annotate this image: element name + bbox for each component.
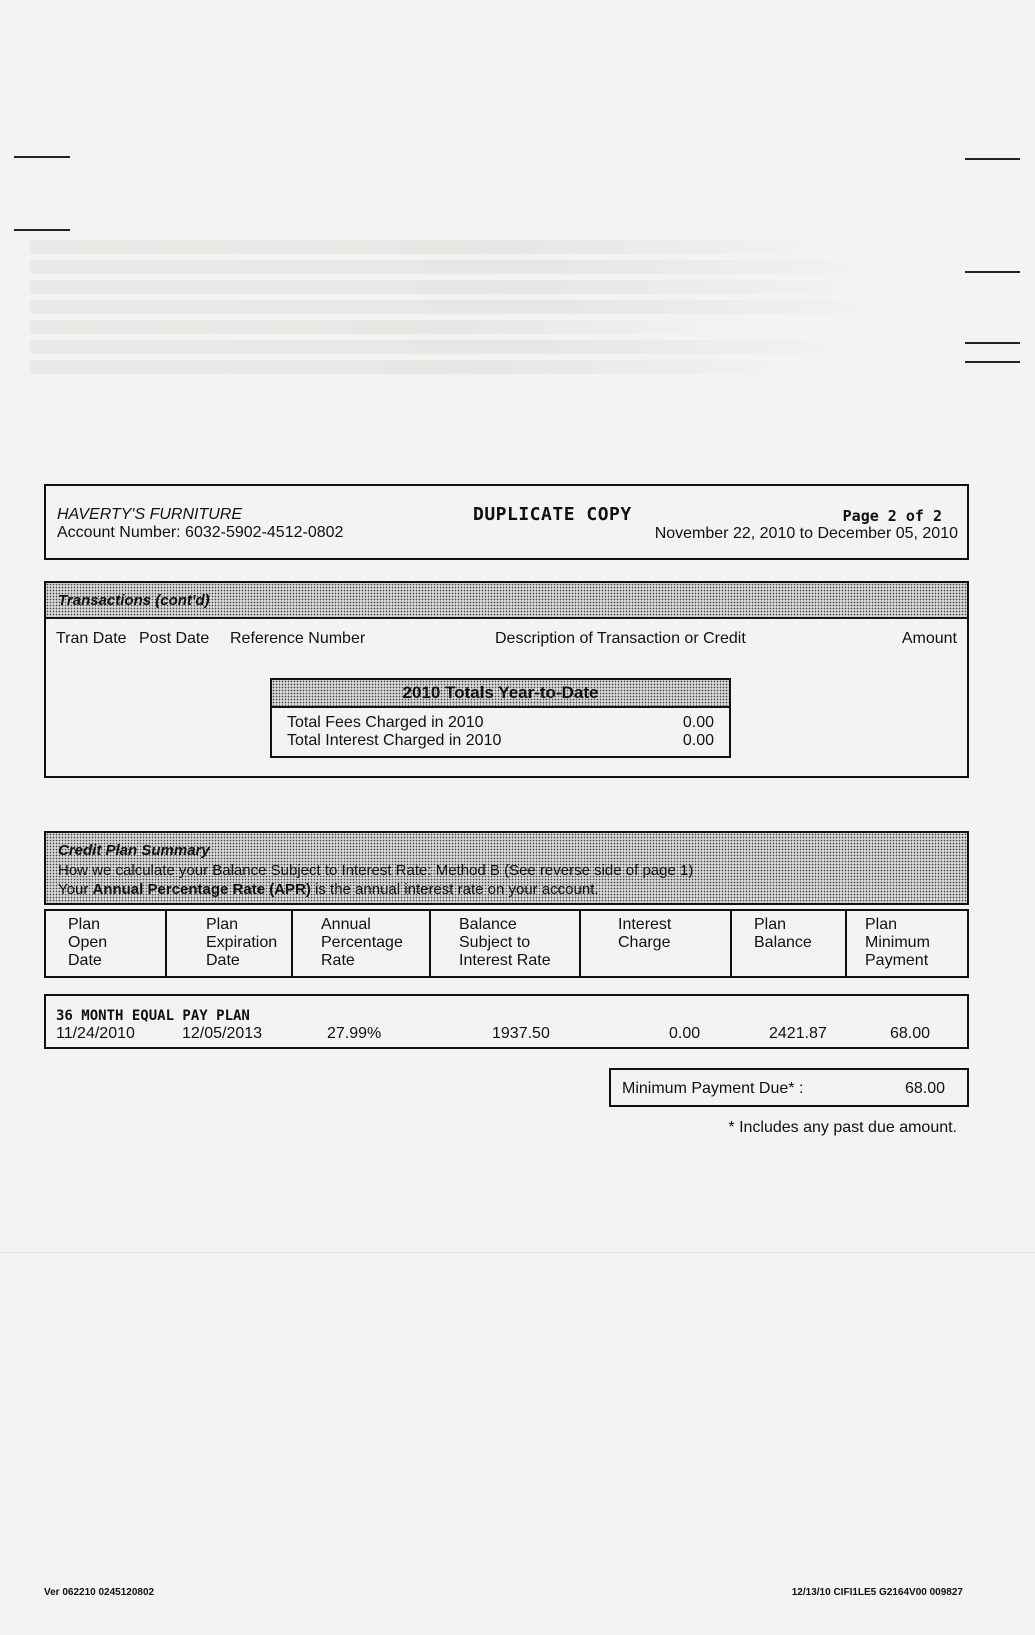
header-line: Plan [206,916,239,933]
header-line: Date [68,952,102,969]
plan-interest-charge: 0.00 [669,1025,701,1042]
transactions-title-bar [44,581,969,619]
header-line: Expiration [206,934,278,951]
merchant-name: HAVERTY'S FURNITURE [57,506,243,523]
registration-mark [965,361,1020,363]
header-line: Interest [618,916,672,933]
registration-mark [965,271,1020,273]
ytd-fees-value: 0.00 [682,714,714,731]
statement-period: November 22, 2010 to December 05, 2010 [654,525,958,542]
ytd-interest-value: 0.00 [682,732,714,749]
apr-text-prefix: Your [58,881,93,898]
header-annual-percentage-rate [321,916,403,970]
ytd-fees-label: Total Fees Charged in 2010 [287,714,484,731]
header-line: Plan [865,916,898,933]
column-divider [579,911,581,976]
ytd-title: 2010 Totals Year-to-Date [402,683,599,702]
minimum-payment-due [609,1068,969,1107]
ytd-totals [270,706,731,758]
plan-name: 36 MONTH EQUAL PAY PLAN [56,1008,250,1024]
plan-balance-subject: 1937.50 [492,1025,550,1042]
past-due-note: * Includes any past due amount. [728,1119,957,1136]
credit-plan-apr-text [58,881,599,898]
ytd-interest-label: Total Interest Charged in 2010 [287,732,502,749]
header-line: Subject to [459,934,531,951]
footer-print-code: 12/13/10 CIFI1LE5 G2164V00 009827 [791,1587,963,1598]
header-line: Payment [865,952,929,969]
column-header-amount: Amount [901,630,957,647]
apr-text-suffix: is the annual interest rate on your account. [310,881,599,898]
header-line: Percentage [321,934,403,951]
plan-row [44,994,969,1049]
credit-plan-title: Credit Plan Summary [58,842,210,859]
minimum-payment-value: 68.00 [904,1080,945,1097]
column-divider [845,911,847,976]
column-header-description: Description of Transaction or Credit [495,630,746,647]
header-line: Balance [754,934,812,951]
header-plan-open-date [68,916,107,970]
header-line: Minimum [865,934,930,951]
credit-plan-summary [44,831,969,905]
page-indicator: Page 2 of 2 [842,507,942,525]
column-divider [429,911,431,976]
header-line: Charge [618,934,671,951]
statement-header [44,484,969,560]
column-divider [165,911,167,976]
column-header-tran-date: Tran Date [56,630,127,647]
registration-mark [965,158,1020,160]
registration-mark [965,342,1020,344]
footer-version-code: Ver 062210 0245120802 [44,1587,155,1598]
header-line: Plan [68,916,101,933]
apr-text-bold: Annual Percentage Rate (APR) [92,881,311,898]
plan-balance: 2421.87 [769,1025,827,1042]
transactions-title: Transactions (cont'd) [58,592,210,609]
bleed-through-text [30,240,910,380]
header-line: Interest Rate [459,952,551,969]
account-number: Account Number: 6032-5902-4512-0802 [57,524,344,541]
header-line: Balance [459,916,517,933]
column-header-post-date: Post Date [139,630,210,647]
header-line: Open [68,934,108,951]
plan-min-payment: 68.00 [890,1025,931,1042]
column-divider [730,911,732,976]
header-line: Annual [321,916,371,933]
column-header-reference: Reference Number [230,630,366,647]
plan-expiration-date: 12/05/2013 [182,1025,263,1042]
header-balance-subject-to-interest [459,916,551,970]
plan-table-header [44,909,969,978]
minimum-payment-label: Minimum Payment Due* : [622,1080,804,1097]
registration-mark [14,229,70,231]
registration-mark [14,156,70,158]
paper-fold [0,1252,1035,1253]
header-interest-charge [618,916,671,952]
header-plan-minimum-payment [865,916,930,970]
header-line: Rate [321,952,355,969]
duplicate-copy-label: DUPLICATE COPY [473,504,632,525]
column-divider [291,911,293,976]
plan-open-date: 11/24/2010 [56,1025,135,1042]
header-line: Date [206,952,240,969]
plan-apr: 27.99% [327,1025,382,1042]
header-plan-expiration-date [206,916,277,970]
credit-plan-method-text: How we calculate your Balance Subject to Interest Rate: Method B (See reverse side of page 1) [58,862,694,879]
header-line: Plan [754,916,787,933]
header-plan-balance [754,916,812,952]
ytd-title-bar [270,678,731,708]
